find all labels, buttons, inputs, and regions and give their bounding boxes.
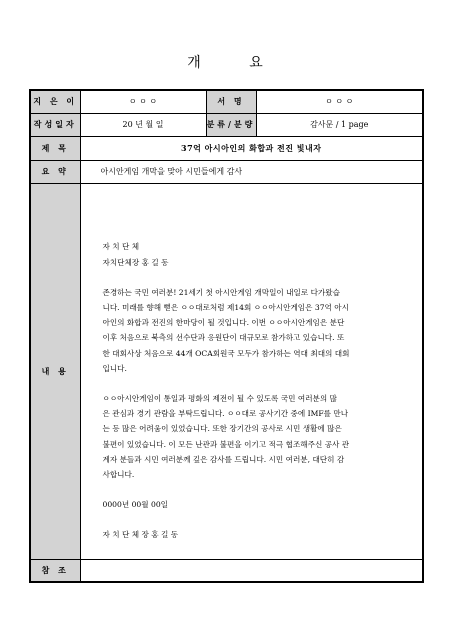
subject-label: 제 목 bbox=[30, 136, 80, 160]
subject-value: 37억 아시아인의 화합과 전진 빛내자 bbox=[80, 136, 423, 160]
paragraph-1-line: 존경하는 국민 여러분! 21세기 첫 아시안게임 개막일이 내일로 다가왔습 bbox=[102, 287, 340, 297]
date-line: 0000년 00월 00일 bbox=[102, 500, 168, 510]
paragraph-1-line: 아인의 화합과 전진의 한마당이 될 것입니다. 이번 ㅇㅇ아시안게임은 분단 bbox=[102, 318, 345, 328]
paragraph-2-line: ㅇㅇ아시안게임이 통일과 평화의 제전이 될 수 있도록 국민 여러분의 많 bbox=[102, 394, 337, 403]
content-body bbox=[80, 183, 423, 559]
paragraph-2-line: 은 관심과 경기 관람을 부탁드립니다. ㅇㅇ대로 공사기간 중에 IMF를 만나 bbox=[102, 409, 349, 419]
date-value: 20 년 월 일 bbox=[80, 113, 206, 136]
author-label: 지 은 이 bbox=[30, 90, 80, 113]
paragraph-1-line: 한 대회사상 처음으로 44개 OCA회원국 모두가 참가하는 역대 최대의 대회 bbox=[102, 348, 350, 358]
overview-form-table bbox=[29, 89, 424, 583]
paragraph-2-line: 는 등 많은 어려움이 있었습니다. 또한 장기간의 공사로 시민 생활에 많은 bbox=[102, 424, 342, 434]
addressee-line-2: 자치단체장 홍 길 동 bbox=[102, 257, 169, 267]
summary-value: 아시안게임 개막을 맞아 시민들에게 감사 bbox=[80, 160, 423, 183]
paragraph-1-line: 입니다. bbox=[102, 363, 127, 373]
sign-value: ㅇ ㅇ ㅇ bbox=[256, 90, 423, 113]
paragraph-1-line: 이후 처음으로 북측의 선수단과 응원단이 대규모로 참가하고 있습니다. 또 bbox=[102, 333, 345, 343]
category-label: 분류/분량 bbox=[206, 113, 256, 136]
reference-label: 참 조 bbox=[30, 559, 80, 582]
page-title: 개 요 bbox=[187, 55, 285, 71]
paragraph-2-line: 불편이 있었습니다. 이 모든 난관과 불편을 이기고 적극 협조해주신 공사 관 bbox=[102, 439, 350, 449]
date-label: 작성일자 bbox=[30, 113, 80, 136]
author-value: ㅇ ㅇ ㅇ bbox=[80, 90, 206, 113]
paragraph-1-line: 니다. 미래를 향해 뻗은 ㅇㅇ대로처럼 제14회 ㅇㅇ아시안게임은 37억 아시 bbox=[102, 302, 349, 312]
reference-value bbox=[80, 559, 423, 582]
content-label: 내 용 bbox=[30, 183, 80, 559]
paragraph-2-line: 계자 분들과 시민 여러분께 깊은 감사를 드립니다. 시민 여러분, 대단히 감 bbox=[102, 454, 345, 464]
category-value: 감사문 / 1 page bbox=[256, 113, 423, 136]
signature-line: 자 치 단 체 장 홍 길 동 bbox=[102, 530, 179, 540]
summary-label: 요 약 bbox=[30, 160, 80, 183]
addressee-line-1: 자 치 단 체 bbox=[102, 242, 140, 252]
sign-label: 서 명 bbox=[206, 90, 256, 113]
paragraph-2-line: 사합니다. bbox=[102, 470, 135, 480]
